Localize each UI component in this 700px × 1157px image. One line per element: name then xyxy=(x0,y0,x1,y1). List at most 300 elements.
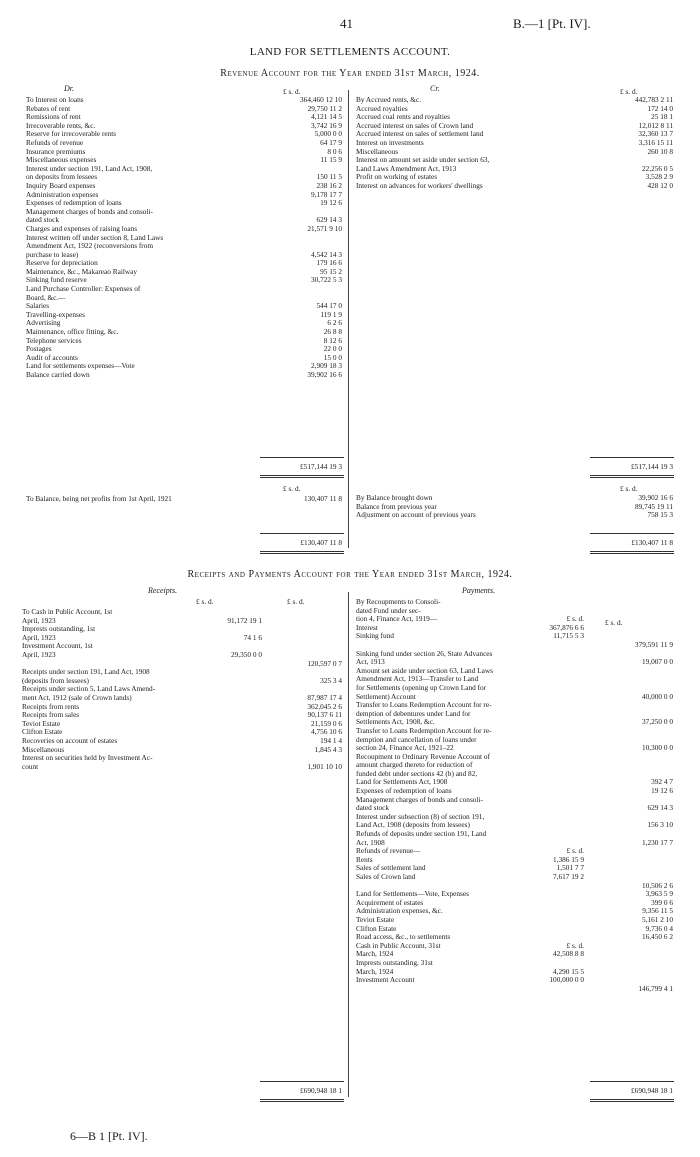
row-amount: 25 18 1 xyxy=(651,112,673,122)
row-amount: 39,902 16 6 xyxy=(638,493,673,502)
row-amount: 364,460 12 10 xyxy=(300,95,342,104)
payments-label: Payments. xyxy=(462,586,496,595)
ledger-row xyxy=(356,148,673,157)
ledger-row xyxy=(356,615,673,624)
ledger-row xyxy=(26,191,342,200)
row-amount: 1,901 10 10 xyxy=(307,761,342,771)
row-label: Interest on advances for workers' dwellings xyxy=(356,181,483,190)
row-amount: 100,000 0 0 xyxy=(549,975,584,985)
ledger-row xyxy=(22,625,344,634)
row-label: Transfer to Loans Redemption Account for re- xyxy=(356,701,492,710)
row-amount: £ s. d. xyxy=(566,614,584,624)
row-amount: 758 15 3 xyxy=(647,510,673,520)
ledger-row xyxy=(356,607,673,616)
row-label: Adjustment on account of previous years xyxy=(356,511,476,520)
row-label: Land Laws Amendment Act, 1913 xyxy=(356,164,457,173)
row-label: Advertising xyxy=(26,319,61,328)
ledger-row xyxy=(26,328,342,337)
row-label: Travelling-expenses xyxy=(26,310,85,319)
row-label: Teviot Estate xyxy=(22,719,61,728)
row-label: dated Fund under sec- xyxy=(356,606,421,615)
row-label: Cash in Public Account, 31st xyxy=(356,941,441,950)
ledger-row xyxy=(22,660,344,669)
row-amount: 8 12 6 xyxy=(323,335,342,345)
row-label: Administration expenses, &c. xyxy=(356,907,443,916)
ledger-row xyxy=(22,754,344,763)
payments-total: £690,948 18 1 xyxy=(631,1086,673,1095)
ledger-row xyxy=(26,268,342,277)
row-label: Receipts under section 191, Land Act, 1908 xyxy=(22,668,150,677)
row-label: Recoupment to Ordinary Revenue Account of xyxy=(356,752,490,761)
ledger-row xyxy=(22,728,344,737)
ledger-row xyxy=(356,632,673,641)
row-label: Act, 1913 xyxy=(356,658,385,667)
row-amount: 16,450 6 2 xyxy=(641,932,673,942)
row-label: Accrued interest on sales of settlement land xyxy=(356,130,484,139)
ledger-row xyxy=(22,651,344,660)
row-label: Miscellaneous xyxy=(22,745,65,754)
column-divider xyxy=(348,90,349,548)
row-label: Sales of settlement land xyxy=(356,864,426,873)
ledger-row xyxy=(356,925,673,934)
row-label: Accrued coal rents and royalties xyxy=(356,113,451,122)
row-label: Miscellaneous xyxy=(356,147,399,156)
ledger-row xyxy=(26,259,342,268)
page-number: 41 xyxy=(340,16,353,31)
row-amount: 21,159 0 6 xyxy=(310,718,342,728)
row-amount: 3,963 5 9 xyxy=(645,889,673,899)
row-amount: 15 0 0 xyxy=(323,352,342,362)
ledger-row xyxy=(356,985,673,994)
ledger-row xyxy=(356,907,673,916)
ledger-row xyxy=(356,916,673,925)
row-amount: 156 3 10 xyxy=(647,820,673,830)
row-amount: 64 17 9 xyxy=(320,137,342,147)
receipts-total: £690,948 18 1 xyxy=(300,1086,342,1095)
ledger-row xyxy=(26,225,342,234)
ledger-row xyxy=(26,96,342,105)
ledger-row xyxy=(356,624,673,633)
row-label: April, 1923 xyxy=(22,633,56,642)
row-amount: 9,356 11 5 xyxy=(642,906,673,916)
row-amount: 19 12 6 xyxy=(320,198,342,208)
ledger-row xyxy=(22,634,344,643)
row-amount: 362,045 2 6 xyxy=(307,701,342,711)
ledger-row xyxy=(22,703,344,712)
row-amount: 11 15 9 xyxy=(320,155,342,165)
ledger-row xyxy=(26,148,342,157)
row-amount: 179 16 6 xyxy=(316,258,342,268)
row-label: Imprests outstanding, 31st xyxy=(356,958,433,967)
dr-balance-label: To Balance, being net profits from 1st April, 1921 xyxy=(26,494,172,503)
row-label: Land for settlements expenses—Vote xyxy=(26,362,135,371)
row-label: Remissions of rent xyxy=(26,113,81,122)
row-label: Receipts under section 5, Land Laws Amend- xyxy=(22,685,156,694)
row-label: Land Act, 1908 (deposits from lessees) xyxy=(356,821,470,830)
receipts-outer-currency: £ s. d. xyxy=(287,597,305,606)
row-label: Accrued royalties xyxy=(356,104,408,113)
double-rule xyxy=(590,1099,674,1102)
row-amount: 379,591 11 9 xyxy=(634,639,673,649)
ledger-row xyxy=(356,511,673,520)
row-label: April, 1923 xyxy=(22,650,56,659)
row-label: Profit on working of estates xyxy=(356,173,438,182)
revenue-cr-total-2: £130,407 11 8 xyxy=(631,538,673,547)
ledger-row xyxy=(356,796,673,805)
row-label: Balance from previous year xyxy=(356,502,437,511)
ledger-row xyxy=(26,182,342,191)
row-label: funded debt under sections 42 (b) and 82, xyxy=(356,769,478,778)
revenue-cr-balance-list xyxy=(356,494,673,520)
ledger-row xyxy=(356,718,673,727)
rule xyxy=(590,1081,674,1082)
revenue-dr-total-2: £130,407 11 8 xyxy=(300,538,342,547)
revenue-dr-total: £517,144 19 3 xyxy=(300,462,342,471)
row-label: Irrecoverable rents, &c. xyxy=(26,121,96,130)
row-label: Rebates of rent xyxy=(26,104,71,113)
row-label: ment Act, 1912 (sale of Crown lands) xyxy=(22,693,132,702)
receipts-list xyxy=(22,608,344,771)
row-label: Settlements Act, 1908, &c. xyxy=(356,718,435,727)
ledger-row xyxy=(26,105,342,114)
row-label: Interest on amount set aside under section 63, xyxy=(356,156,490,165)
ledger-row xyxy=(22,668,344,677)
row-amount: 32,360 13 7 xyxy=(638,129,673,139)
ledger-row xyxy=(26,362,342,371)
ledger-row xyxy=(356,182,673,191)
row-amount: 91,172 19 1 xyxy=(227,615,262,625)
receipts-inner-currency: £ s. d. xyxy=(196,597,214,606)
ledger-row xyxy=(356,761,673,770)
ledger-row xyxy=(356,813,673,822)
row-amount: 22,256 0 5 xyxy=(641,163,673,173)
row-amount: 1,845 4 3 xyxy=(314,744,342,754)
row-amount: 150 11 5 xyxy=(316,172,342,182)
rule xyxy=(260,1081,344,1082)
row-label: Sinking fund under section 26, State Advances xyxy=(356,649,493,658)
row-label: purchase to lease) xyxy=(26,250,79,259)
row-label: demption of debentures under Land for xyxy=(356,709,471,718)
row-label: March, 1924 xyxy=(356,967,394,976)
row-amount: 39,902 16 6 xyxy=(307,370,342,379)
row-amount: 74 1 6 xyxy=(243,632,262,642)
row-label: Act, 1908 xyxy=(356,838,385,847)
row-amount: 30,722 5 3 xyxy=(310,275,342,285)
row-amount: 6 2 6 xyxy=(327,318,342,328)
row-amount: 5,161 2 10 xyxy=(641,914,673,924)
ledger-row xyxy=(356,667,673,676)
row-amount: 544 17 0 xyxy=(316,301,342,311)
row-label: Interest under subsection (8) of section 191, xyxy=(356,812,485,821)
ledger-row xyxy=(22,617,344,626)
ledger-row xyxy=(26,234,342,243)
ledger-row xyxy=(356,873,673,882)
row-amount: 367,876 6 6 xyxy=(549,622,584,632)
row-label: dated stock xyxy=(356,804,390,813)
ledger-row xyxy=(26,371,342,380)
ledger-row xyxy=(356,864,673,873)
dr-currency-header-2: £ s. d. xyxy=(283,484,301,493)
ledger-row xyxy=(26,285,342,294)
ledger-row xyxy=(26,251,342,260)
ledger-row xyxy=(356,710,673,719)
row-amount: 1,501 7 7 xyxy=(556,863,584,873)
page-title: LAND FOR SETTLEMENTS ACCOUNT. xyxy=(249,46,451,58)
ledger-row xyxy=(26,113,342,122)
row-label: Audit of accounts xyxy=(26,353,78,362)
row-label: Expenses of redemption of loans xyxy=(356,787,452,796)
ledger-row xyxy=(22,763,344,772)
row-amount: 42,508 8 8 xyxy=(552,949,584,959)
ledger-row xyxy=(356,675,673,684)
row-amount: 4,290 15 5 xyxy=(552,966,584,976)
row-label: Imprests outstanding, 1st xyxy=(22,625,96,634)
ledger-row xyxy=(22,685,344,694)
cr-currency-header-2: £ s. d. xyxy=(620,484,638,493)
row-label: Management charges of bonds and consoli- xyxy=(356,795,483,804)
row-label: Balance carried down xyxy=(26,371,90,379)
receipts-heading: Receipts and Payments Account for the Year ended 31st March, 1924. xyxy=(187,569,513,580)
ledger-row xyxy=(356,950,673,959)
row-label: Management charges of bonds and consoli- xyxy=(26,207,153,216)
revenue-dr-list xyxy=(26,96,342,380)
row-label: Land for Settlements Act, 1908 xyxy=(356,778,448,787)
ledger-row xyxy=(356,658,673,667)
row-amount: 9,736 0 4 xyxy=(645,923,673,933)
row-label: Reserve for irrecoverable rents xyxy=(26,130,117,139)
ledger-row xyxy=(26,165,342,174)
row-label: Amendment Act, 1913—Transfer to Land xyxy=(356,675,479,684)
row-amount: 10,506 2 6 xyxy=(641,880,673,890)
ledger-row xyxy=(26,156,342,165)
row-label: Salaries xyxy=(26,302,50,311)
row-label: Land for Settlements—Vote, Expenses xyxy=(356,890,469,899)
dr-label: Dr. xyxy=(64,84,75,93)
row-label: To Cash in Public Account, 1st xyxy=(22,608,113,616)
ledger-row xyxy=(356,650,673,659)
row-amount: 87,987 17 4 xyxy=(307,692,342,702)
row-label: Interest on securities held by Investment Ac- xyxy=(22,754,153,763)
row-label: Sinking fund reserve xyxy=(26,276,87,285)
row-label: Settlement) Account xyxy=(356,692,416,701)
row-amount: 10,300 0 0 xyxy=(641,743,673,753)
ledger-row xyxy=(22,746,344,755)
row-label: demption and cancellation of loans under xyxy=(356,735,477,744)
row-amount: 119 1 9 xyxy=(320,309,342,319)
ledger-row xyxy=(356,778,673,787)
row-label: Rents xyxy=(356,855,373,864)
row-amount: 399 0 6 xyxy=(651,897,673,907)
ledger-row xyxy=(356,959,673,968)
row-amount: 19 12 6 xyxy=(651,786,673,796)
row-amount: 7,617 19 2 xyxy=(552,872,584,881)
ledger-row xyxy=(22,720,344,729)
ledger-row xyxy=(356,770,673,779)
row-label: Land Purchase Controller: Expenses of xyxy=(26,285,141,294)
ledger-row xyxy=(356,156,673,165)
page-reference: B.—1 [Pt. IV]. xyxy=(513,16,591,31)
row-label: Teviot Estate xyxy=(356,915,395,924)
ledger-row xyxy=(356,494,673,503)
row-amount: 120,597 0 7 xyxy=(307,658,342,668)
column-divider xyxy=(348,592,349,1097)
cr-currency-header: £ s. d. xyxy=(620,87,638,96)
row-amount: 3,528 2 9 xyxy=(645,172,673,182)
row-label: Refunds of revenue— xyxy=(356,847,421,856)
ledger-row xyxy=(356,882,673,891)
revenue-heading: Revenue Account for the Year ended 31st March, 1924. xyxy=(220,68,480,79)
row-amount: 19,007 0 0 xyxy=(641,657,673,667)
row-amount: 238 16 2 xyxy=(316,180,342,190)
ledger-row xyxy=(26,242,342,251)
ledger-row xyxy=(356,684,673,693)
rule xyxy=(590,457,674,458)
ledger-row xyxy=(356,105,673,114)
row-amount: 5,000 0 0 xyxy=(314,129,342,139)
row-amount: 629 14 3 xyxy=(647,803,673,813)
row-label: Investment Account, 1st xyxy=(22,642,93,651)
row-label: Charges and expenses of raising loans xyxy=(26,224,138,233)
cr-label: Cr. xyxy=(430,84,440,93)
row-amount: 4,756 10 6 xyxy=(310,727,342,737)
row-label: Receipts from rents xyxy=(22,702,80,711)
row-label: Expenses of redemption of loans xyxy=(26,199,122,208)
ledger-row xyxy=(26,276,342,285)
ledger-row xyxy=(356,804,673,813)
rule xyxy=(260,533,344,534)
row-label: Accrued interest on sales of Crown land xyxy=(356,121,474,130)
ledger-row xyxy=(26,216,342,225)
ledger-row xyxy=(356,839,673,848)
row-label: Miscellaneous expenses xyxy=(26,156,97,165)
ledger-row xyxy=(356,856,673,865)
ledger-row xyxy=(22,642,344,651)
ledger-row xyxy=(26,139,342,148)
row-label: Amount set aside under section 63, Land Laws xyxy=(356,666,493,675)
row-label: April, 1923 xyxy=(22,616,56,625)
dr-currency-header: £ s. d. xyxy=(283,87,301,96)
revenue-cr-total: £517,144 19 3 xyxy=(631,462,673,471)
payments-outer-currency: £ s. d. xyxy=(605,618,623,627)
ledger-row xyxy=(356,942,673,951)
row-amount: 146,799 4 1 xyxy=(638,983,673,993)
row-amount: 8 0 6 xyxy=(327,146,342,156)
row-amount: 9,178 17 7 xyxy=(310,189,342,199)
row-label: Interest on investments xyxy=(356,138,424,147)
ledger-row xyxy=(356,113,673,122)
ledger-row xyxy=(356,701,673,710)
ledger-row xyxy=(356,130,673,139)
row-label: count xyxy=(22,762,39,771)
ledger-row xyxy=(26,122,342,131)
ledger-row xyxy=(356,139,673,148)
row-label: Maintenance, &c., Makareao Railway xyxy=(26,267,138,276)
row-label: Acquirement of estates xyxy=(356,898,424,907)
ledger-row xyxy=(26,319,342,328)
row-label: Inquiry Board expenses xyxy=(26,181,96,190)
row-label: Maintenance, office fitting, &c. xyxy=(26,328,119,337)
ledger-row xyxy=(356,830,673,839)
dr-balance-amount: 130,407 11 8 xyxy=(303,494,342,503)
row-amount: 392 4 7 xyxy=(651,777,673,787)
ledger-row xyxy=(356,744,673,753)
ledger-row xyxy=(356,173,673,182)
double-rule xyxy=(590,551,674,554)
row-amount: 260 10 8 xyxy=(647,146,673,156)
row-amount: 4,542 14 3 xyxy=(310,249,342,259)
row-label: Sales of Crown land xyxy=(356,873,416,881)
ledger-row xyxy=(356,641,673,650)
row-label: Administration expenses xyxy=(26,190,99,199)
row-label: Clifton Estate xyxy=(356,924,397,933)
page-footer: 6—B 1 [Pt. IV]. xyxy=(70,1129,148,1143)
row-label: Interest xyxy=(356,623,378,632)
row-label: for Settlements (opening up Crown Land for xyxy=(356,683,487,692)
row-label: By Balance brought down xyxy=(356,494,433,502)
ledger-row xyxy=(26,302,342,311)
ledger-row xyxy=(356,899,673,908)
ledger-row xyxy=(356,122,673,131)
row-amount: 325 3 4 xyxy=(320,675,342,685)
row-label: Interest written off under section 8, Land Laws xyxy=(26,233,164,242)
row-label: Interest under section 191, Land Act, 1908, xyxy=(26,164,153,173)
ledger-row xyxy=(26,311,342,320)
row-label: (deposits from lessees) xyxy=(22,676,89,685)
row-label: Telephone services xyxy=(26,336,82,345)
ledger-row xyxy=(26,354,342,363)
ledger-row xyxy=(26,337,342,346)
row-amount: 4,121 14 5 xyxy=(310,112,342,122)
ledger-row xyxy=(356,787,673,796)
row-label: Refunds of deposits under section 191, Land xyxy=(356,830,487,839)
ledger-row xyxy=(26,130,342,139)
row-amount: 29,350 0 0 xyxy=(230,649,262,659)
row-label: amount charged thereto for reduction of xyxy=(356,761,473,770)
ledger-row xyxy=(26,173,342,182)
ledger-row xyxy=(356,890,673,899)
row-label: Amendment Act, 1922 (reconversions from xyxy=(26,242,154,251)
ledger-row xyxy=(22,608,344,617)
row-amount: £ s. d. xyxy=(566,846,584,856)
row-amount: 442,783 2 11 xyxy=(634,95,673,104)
row-label: tion 4, Finance Act, 1919— xyxy=(356,615,438,624)
ledger-row xyxy=(22,737,344,746)
row-label: Postages xyxy=(26,345,52,354)
ledger-row xyxy=(356,693,673,702)
rule xyxy=(590,533,674,534)
payments-list xyxy=(356,598,673,993)
ledger-row xyxy=(356,598,673,607)
double-rule xyxy=(260,1099,344,1102)
row-label: March, 1924 xyxy=(356,950,394,959)
ledger-row xyxy=(26,345,342,354)
row-label: on deposits from lessees xyxy=(26,173,98,182)
ledger-row xyxy=(356,753,673,762)
double-rule xyxy=(260,475,344,478)
ledger-row xyxy=(356,933,673,942)
row-label: Recoveries on account of estates xyxy=(22,736,118,745)
row-amount: 1,386 15 9 xyxy=(552,854,584,864)
row-amount: 629 14 3 xyxy=(316,215,342,225)
row-label: dated stock xyxy=(26,216,60,225)
row-label: Board, &c.— xyxy=(26,293,66,302)
row-amount: 89,745 19 11 xyxy=(634,501,673,511)
ledger-row xyxy=(356,821,673,830)
ledger-row xyxy=(356,503,673,512)
ledger-row xyxy=(22,694,344,703)
row-amount: 37,250 0 0 xyxy=(641,717,673,727)
ledger-row xyxy=(26,208,342,217)
